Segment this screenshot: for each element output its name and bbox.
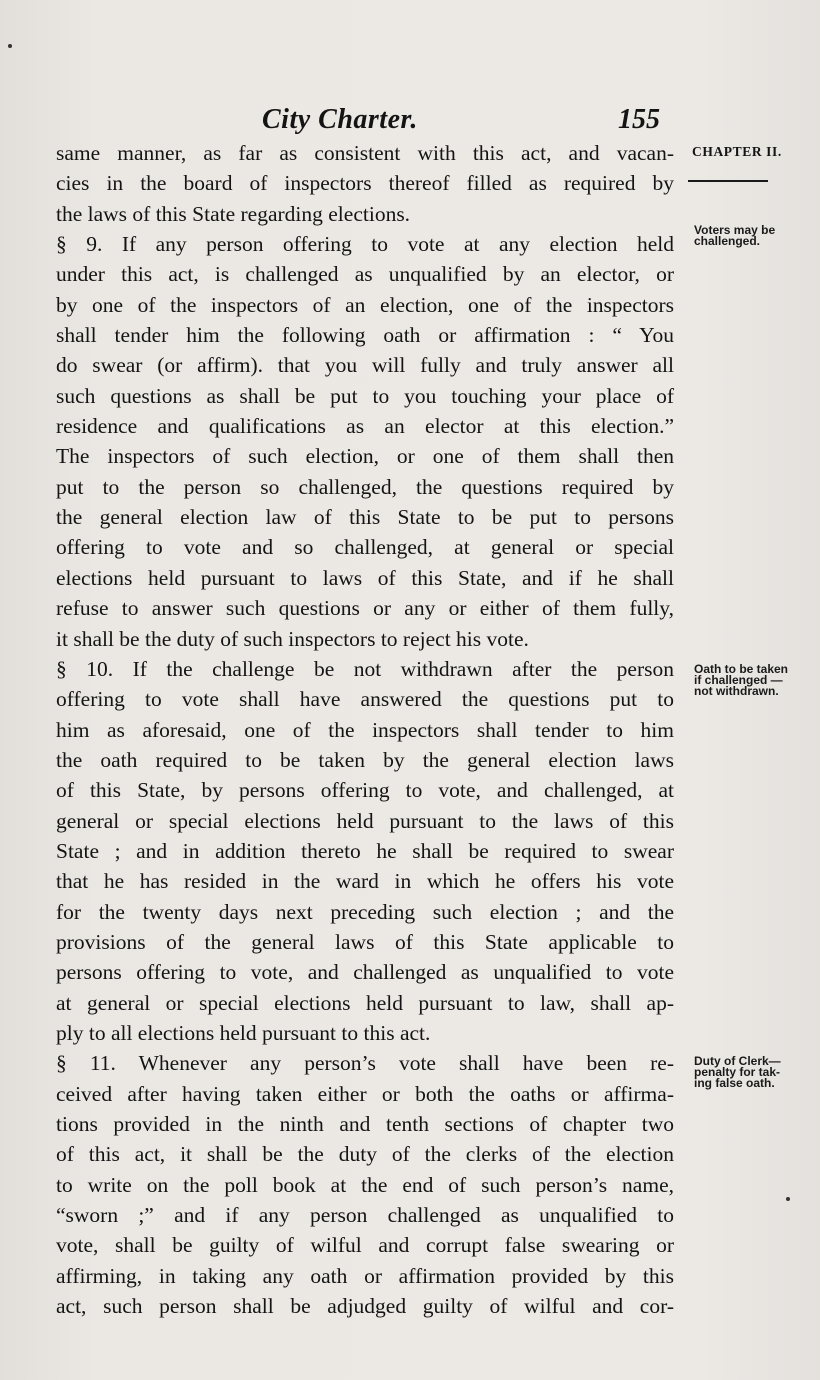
margin-note-line: Duty of Clerk—: [694, 1054, 781, 1068]
margin-note-duty-of-clerk: [694, 1056, 781, 1089]
text-line: it shall be the duty of such inspectors to reject his vote.: [56, 626, 529, 651]
text-line: ceived after having taken either or both the oaths or affirma-: [56, 1081, 674, 1106]
text-line: persons offering to vote, and challenged as unqualified to vote: [56, 960, 674, 985]
text-line: that he has resided in the ward in which he offers his vote: [56, 869, 674, 894]
margin-note-voters-challenged: [694, 225, 775, 247]
margin-note-line: Oath to be taken: [694, 662, 789, 676]
text-line: general or special elections held pursuant to the laws of this: [56, 808, 674, 833]
running-head-title: City Charter.: [262, 104, 418, 135]
margin-note-oath-if-challenged: [694, 664, 788, 697]
paper-speck: [8, 44, 12, 48]
text-line: for the twenty days next preceding such election ; and the: [56, 899, 674, 924]
text-line: offering to vote and so challenged, at general or special: [56, 535, 674, 560]
body-text: [56, 138, 674, 1321]
text-line: do swear (or affirm). that you will fully and truly answer all: [56, 353, 674, 378]
margin-note-line: challenged.: [694, 234, 761, 248]
text-line: offering to vote shall have answered the questions put to: [56, 687, 674, 712]
text-line: to write on the poll book at the end of such person’s name,: [56, 1172, 674, 1197]
text-line: § 10. If the challenge be not withdrawn after the person: [56, 656, 674, 681]
text-line: the laws of this State regarding elections.: [56, 201, 411, 226]
text-line: the oath required to be taken by the general election laws: [56, 747, 674, 772]
text-line: tions provided in the ninth and tenth sections of chapter two: [56, 1112, 674, 1136]
text-line: elections held pursuant to laws of this State, and if he shall: [56, 565, 674, 590]
text-line: provisions of the general laws of this State applicable to: [56, 929, 674, 954]
text-line: of this act, it shall be the duty of the clerks of the election: [56, 1142, 674, 1167]
text-line: the general election law of this State to be put to persons: [56, 505, 674, 530]
margin-note-line: penalty for tak-: [694, 1065, 781, 1079]
text-line: by one of the inspectors of an election, one of the inspectors: [56, 292, 674, 317]
text-line: at general or special elections held pursuant to law, shall ap-: [56, 990, 674, 1015]
text-line: “sworn ;” and if any person challenged as unqualified to: [56, 1203, 674, 1228]
text-line: affirming, in taking any oath or affirmation provided by this: [56, 1263, 674, 1288]
page-number: 155: [618, 104, 660, 135]
margin-note-line: if challenged —: [694, 673, 783, 687]
text-line: § 11. Whenever any person’s vote shall have been re-: [56, 1051, 674, 1076]
chapter-rule-divider: [688, 180, 768, 182]
text-line: ply to all elections held pursuant to this act.: [56, 1020, 431, 1045]
text-line: put to the person so challenged, the questions required by: [56, 474, 674, 499]
text-line: him as aforesaid, one of the inspectors shall tender to him: [56, 717, 674, 742]
text-line: The inspectors of such election, or one of them shall then: [56, 444, 674, 469]
text-line: same manner, as far as consistent with this act, and vacan-: [56, 141, 674, 165]
text-line: under this act, is challenged as unqualified by an elector, or: [56, 262, 674, 287]
text-line: residence and qualifications as an elector at this election.”: [56, 414, 674, 439]
text-line: such questions as shall be put to you touching your place of: [56, 383, 674, 408]
text-line: vote, shall be guilty of wilful and corrupt false swearing or: [56, 1233, 674, 1258]
margin-note-line: not withdrawn.: [694, 684, 779, 698]
text-line: shall tender him the following oath or affirmation : “ You: [56, 323, 674, 348]
paper-speck: [786, 1197, 790, 1201]
text-line: cies in the board of inspectors thereof filled as required by: [56, 171, 674, 196]
running-head: [262, 104, 660, 138]
text-line: § 9. If any person offering to vote at any election held: [56, 232, 674, 257]
text-line: of this State, by persons offering to vote, and challenged, at: [56, 778, 674, 803]
margin-note-line: Voters may be: [694, 223, 776, 237]
chapter-tag: CHAPTER II.: [692, 144, 782, 159]
text-line: refuse to answer such questions or any or either of them fully,: [56, 596, 674, 621]
text-line: State ; and in addition thereto he shall be required to swear: [56, 838, 674, 863]
text-line: act, such person shall be adjudged guilty of wilful and cor-: [56, 1294, 674, 1319]
margin-note-line: ing false oath.: [694, 1076, 775, 1090]
